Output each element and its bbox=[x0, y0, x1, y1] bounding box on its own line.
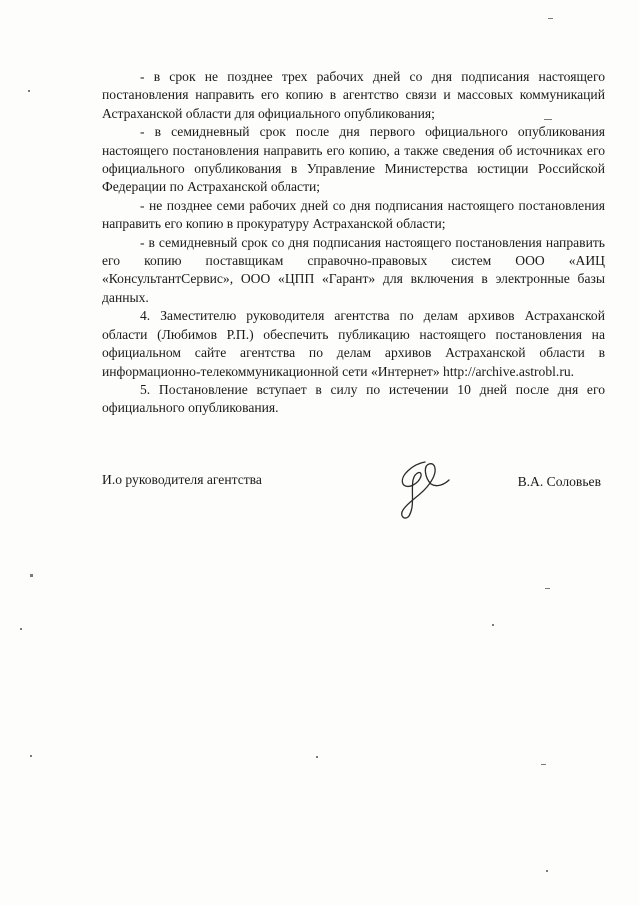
scan-speck bbox=[20, 628, 22, 630]
scan-speck bbox=[545, 588, 550, 589]
scan-speck bbox=[546, 870, 548, 872]
signatory-name: В.А. Соловьев bbox=[517, 474, 601, 489]
paragraph: - в срок не позднее трех рабочих дней со дня подписания настоящего постановления направить его копию в агентство связи и массовых коммуникаций Астраханской области для официального опубликования; bbox=[102, 69, 605, 121]
scan-speck bbox=[30, 755, 32, 757]
scan-speck bbox=[316, 756, 318, 758]
scan-speck bbox=[492, 624, 494, 626]
scan-speck bbox=[541, 764, 546, 765]
paragraph: 5. Постановление вступает в силу по истечении 10 дней после дня его официального опубликования. bbox=[102, 381, 605, 416]
document-body bbox=[102, 68, 605, 418]
paragraph: - в семидневный срок после дня первого официального опубликования настоящего постановления направить его копию, а также сведения об источниках его официального опубликования в Управление Министерства юстиции Российской Федерации по Астраханской области; bbox=[102, 124, 605, 195]
signature-block bbox=[102, 468, 605, 528]
scan-speck bbox=[30, 574, 33, 577]
handwritten-signature bbox=[385, 454, 455, 522]
paragraph: - в семидневный срок со дня подписания настоящего постановления направить его копию поставщикам справочно-правовых систем ООО «АИЦ «КонсультантСервис», ООО «ЦПП «Гарант» для включения в электронные базы данных. bbox=[102, 234, 605, 305]
signatory-title: И.о руководителя агентства bbox=[102, 472, 262, 487]
scan-speck bbox=[548, 18, 553, 19]
paragraph: - не позднее семи рабочих дней со дня подписания настоящего постановления направить его копию в прокуратуру Астраханской области; bbox=[102, 197, 605, 232]
paragraph: 4. Заместителю руководителя агентства по делам архивов Астраханской области (Любимов Р.П.) обеспечить публикацию настоящего постановления на официальном сайте агентства по делам архивов Астраханской области в информационно-телекоммуникационной сети «Интернет» http://archive.astrobl.ru. bbox=[102, 308, 605, 379]
scan-speck bbox=[28, 90, 30, 92]
scan-speck bbox=[544, 119, 552, 120]
